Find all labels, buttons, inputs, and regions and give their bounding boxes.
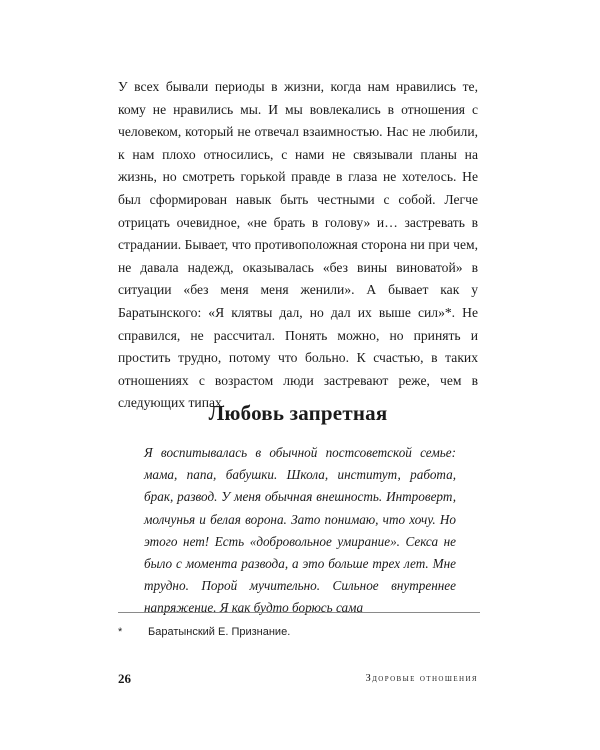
footnote-text: Баратынский Е. Признание. bbox=[148, 626, 291, 638]
footnote bbox=[118, 625, 478, 639]
page-number: 26 bbox=[118, 671, 131, 686]
running-title: Здоровые отношения bbox=[365, 673, 478, 684]
footnote-mark: * bbox=[118, 626, 123, 638]
quote-block bbox=[144, 442, 456, 620]
section-heading: Любовь запретная bbox=[208, 401, 388, 425]
body-paragraph: У всех бывали периоды в жизни, когда нам нравились те, кому не нравились мы. И мы вовлекались в отношения с человеком, который не отвечал взаимностью. Нас не любили, к нам плохо относились, с нами не связывали планы на жизнь, но смотреть горькой правде в глаза не хотелось. Не был сформирован навык быть честными с собой. Легче отрицать очевидное, «не брать в голову» и… застревать в страдании. Бывает, что противоположная сторона ни при чем, не давала надежд, оказывалась «без вины виноватой» в ситуации «без меня меня женили». А бывает как у Баратынского: «Я клятвы дал, но дал их выше сил»*. Не справился, не рассчитал. Понять можно, но принять и простить трудно, потому что больно. К счастью, в таких отношениях с возрастом люди застревают реже, чем в следующих типах. bbox=[118, 79, 478, 411]
footnote-divider bbox=[118, 612, 480, 613]
quote-text: Я воспитывалась в обычной постсоветской семье: мама, папа, бабушки. Школа, институт, работа, брак, развод. У меня обычная внешность. Интроверт, молчунья и белая ворона. Зато понимаю, что хочу. Но этого нет! Есть «добровольное умирание». Секса не было с момента развода, а это больше трех лет. Мне трудно. Порой мучительно. Сильное внутреннее напряжение. Я как будто борюсь сама bbox=[144, 445, 456, 616]
body-text bbox=[118, 76, 478, 415]
